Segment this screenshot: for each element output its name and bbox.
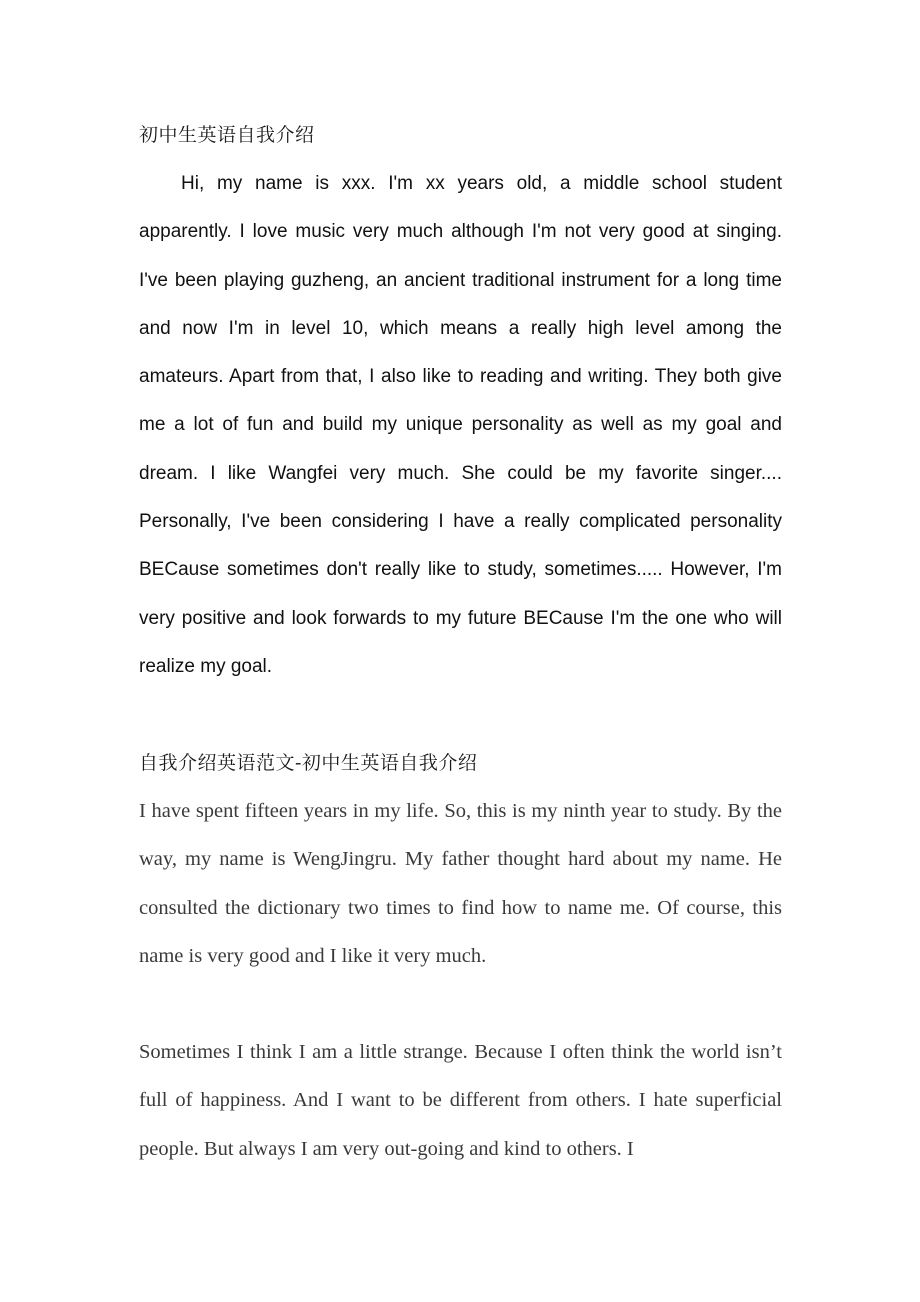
section-2-title: 自我介绍英语范文-初中生英语自我介绍	[139, 752, 478, 774]
section-1-paragraph-text: Hi, my name is xxx. I'm xx years old, a middle school student apparently. I love music very much although I'm not very good at singing. I've been playing guzheng, an ancient traditional instrument for a long time and now I'm in level 10, which means a really high level among the amateurs. Apart from that, I also like to reading and writing. They both give me a lot of fun and build my unique personality as well as my goal and dream. I like Wangfei very much. She could be my favorite singer.... Personally, I've been considering I have a really complicated personality BECause sometimes don't really like to study, sometimes..... However, I'm very positive and look forwards to my future BECause I'm the one who will realize my goal.	[139, 173, 782, 677]
section-1-paragraph	[139, 160, 782, 691]
section-1-title: 初中生英语自我介绍	[139, 124, 315, 146]
section-2-paragraph-1: I have spent fifteen years in my life. So, this is my ninth year to study. By the way, my name is WengJingru. My father thought hard about my name. He consulted the dictionary two times to find how to name me. Of course, this name is very good and I like it very much.	[139, 800, 782, 967]
section-2-paragraph-2: Sometimes I think I am a little strange. Because I often think the world isn’t full of happiness. And I want to be different from others. I hate superficial people. But always I am very out-going and kind to others. I	[139, 1041, 782, 1160]
